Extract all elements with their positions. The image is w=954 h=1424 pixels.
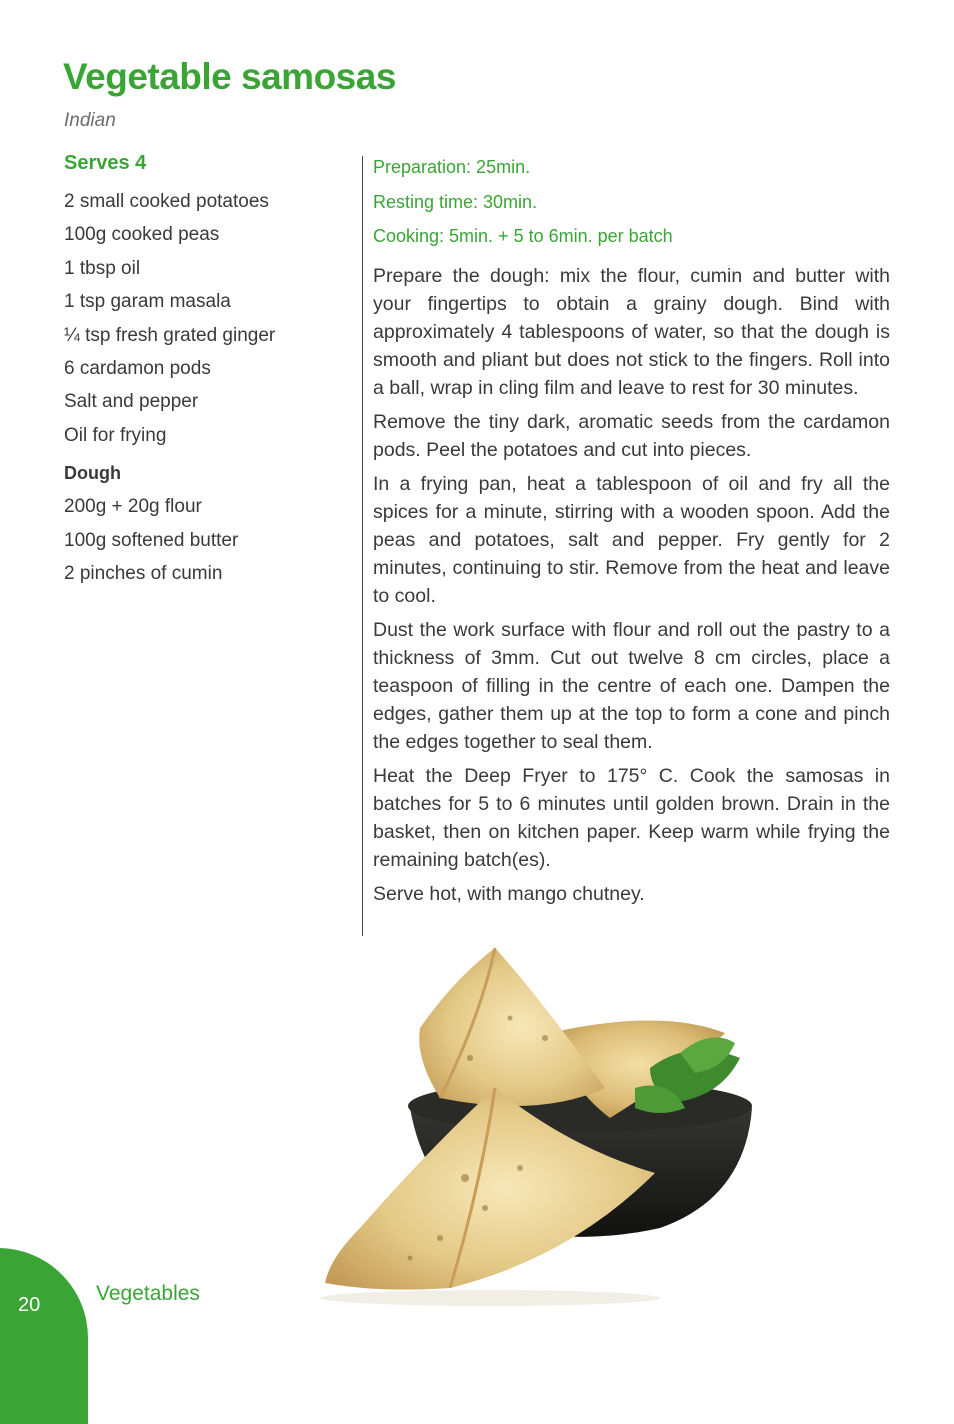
page-number: 20 bbox=[18, 1294, 41, 1316]
recipe-title: Vegetable samosas bbox=[63, 56, 396, 97]
dough-ingredient-item: 100g softened butter bbox=[64, 529, 239, 551]
dough-heading: Dough bbox=[64, 463, 121, 484]
column-divider bbox=[362, 156, 363, 936]
resting-time: Resting time: 30min. bbox=[373, 191, 538, 212]
section-label: Vegetables bbox=[96, 1282, 200, 1305]
method-step: Heat the Deep Fryer to 175° C. Cook the samosas in batches for 5 to 6 minutes until golden brown. Drain in the basket, then on kitchen paper. Keep warm while frying the remaining batch(es). bbox=[373, 764, 890, 871]
dough-ingredient-item: 2 pinches of cumin bbox=[64, 563, 223, 585]
page-tab bbox=[0, 1248, 88, 1424]
serves-heading: Serves 4 bbox=[64, 152, 147, 174]
ingredient-item: ¼ tsp fresh grated ginger bbox=[64, 324, 276, 346]
ingredient-item: 1 tbsp oil bbox=[64, 257, 141, 279]
samosa-photo bbox=[240, 938, 832, 1336]
ingredient-list bbox=[64, 185, 344, 452]
method-steps bbox=[373, 262, 890, 908]
method-column bbox=[373, 150, 890, 914]
dough-ingredient-item: 200g + 20g flour bbox=[64, 496, 202, 518]
ingredient-item: 100g cooked peas bbox=[64, 224, 220, 246]
method-step: Remove the tiny dark, aromatic seeds from the cardamon pods. Peel the potatoes and cut into pieces. bbox=[373, 410, 890, 461]
method-step: Prepare the dough: mix the flour, cumin and butter with your fingertips to obtain a grainy dough. Bind with approximately 4 tablespoons of water, so that the dough is smooth and pliant but does not stick to the fingers. Roll into a ball, wrap in cling film and leave to rest for 30 minutes. bbox=[373, 264, 890, 399]
preparation-time: Preparation: 25min. bbox=[373, 157, 531, 177]
cuisine-label: Indian bbox=[64, 110, 116, 131]
method-step: Serve hot, with mango chutney. bbox=[373, 882, 645, 905]
ingredient-item: Salt and pepper bbox=[64, 391, 199, 413]
ingredients-column bbox=[64, 152, 344, 590]
ingredient-item: 6 cardamon pods bbox=[64, 358, 211, 380]
ingredient-item: Oil for frying bbox=[64, 424, 167, 446]
ingredient-item: 1 tsp garam masala bbox=[64, 291, 231, 313]
cooking-time: Cooking: 5min. + 5 to 6min. per batch bbox=[373, 226, 673, 246]
method-step: Dust the work surface with flour and roll out the pastry to a thickness of 3mm. Cut out twelve 8 cm circles, place a teaspoon of filling in the centre of each one. Dampen the edges, gather them up at the top to form a cone and pinch the edges together to seal them. bbox=[373, 618, 890, 753]
ingredient-item: 2 small cooked potatoes bbox=[64, 191, 269, 212]
dough-ingredient-list bbox=[64, 490, 344, 590]
method-step: In a frying pan, heat a tablespoon of oil and fry all the spices for a minute, stirring with a wooden spoon. Add the peas and potatoes, salt and pepper. Fry gently for 2 minutes, continuing to stir. Remove from the heat and leave to cool. bbox=[373, 472, 890, 607]
